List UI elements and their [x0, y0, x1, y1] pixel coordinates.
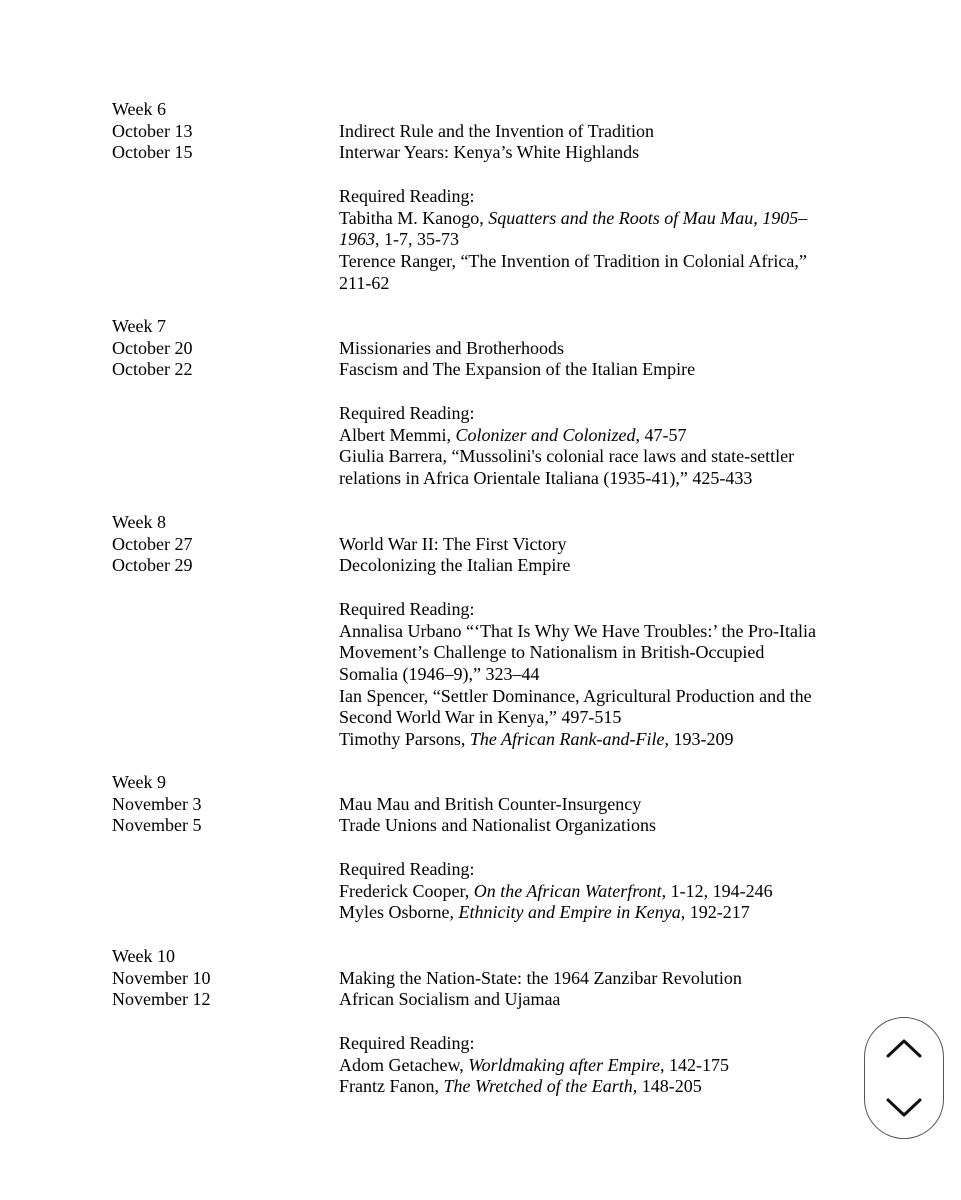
- reading-title: On the African Waterfront: [473, 880, 662, 901]
- session-date: November 5: [112, 815, 202, 836]
- reading-text: Annalisa Urbano “‘That Is Why We Have Troubles:’ the Pro-Italia: [339, 620, 816, 641]
- session-date: October 29: [112, 555, 193, 576]
- reading-text: Frederick Cooper,: [339, 880, 474, 901]
- session-date: October 15: [112, 142, 193, 163]
- required-reading-label: Required Reading:: [339, 185, 475, 206]
- reading-text: Myles Osborne,: [339, 902, 459, 923]
- reading-line: [339, 706, 621, 728]
- reading-text: , 142-175: [659, 1054, 729, 1075]
- session-topic: Trade Unions and Nationalist Organizations: [339, 815, 656, 836]
- reading-title: The Wretched of the Earth: [443, 1076, 633, 1097]
- scroll-down-button[interactable]: [865, 1078, 943, 1138]
- chevron-up-icon: [884, 1036, 924, 1060]
- session-date: October 22: [112, 359, 193, 380]
- session-topic: Missionaries and Brotherhoods: [339, 337, 564, 358]
- week-label: Week 7: [112, 316, 167, 336]
- reading-line: [339, 728, 734, 750]
- reading-text: Frantz Fanon,: [339, 1076, 444, 1097]
- reading-text: relations in Africa Orientale Italiana (1935-41),” 425-433: [339, 467, 753, 488]
- session-date: November 3: [112, 793, 202, 814]
- reading-text: , 192-217: [680, 902, 750, 923]
- reading-text: Giulia Barrera, “Mussolini's colonial race laws and state-settler: [339, 446, 795, 467]
- reading-title: Squatters and the Roots of Mau Mau, 1905–: [488, 207, 808, 228]
- session-date: October 27: [112, 533, 193, 554]
- reading-text: , 47-57: [635, 424, 687, 445]
- reading-line: [339, 228, 459, 250]
- reading-text: Movement’s Challenge to Nationalism in British-Occupied: [339, 642, 765, 663]
- reading-text: Timothy Parsons,: [339, 729, 470, 749]
- reading-line: [339, 424, 687, 446]
- reading-text: , 148-205: [632, 1076, 702, 1097]
- week-label: Week 6: [112, 99, 167, 119]
- reading-line: [339, 663, 539, 685]
- reading-text: Terence Ranger, “The Invention of Tradition in Colonial Africa,”: [339, 250, 807, 271]
- reading-text: , 193-209: [664, 729, 734, 749]
- reading-line: [339, 685, 812, 707]
- reading-line: [339, 1075, 702, 1097]
- reading-line: [339, 901, 750, 923]
- reading-text: 211-62: [339, 272, 390, 293]
- reading-text: Tabitha M. Kanogo,: [339, 207, 489, 228]
- reading-text: Second World War in Kenya,” 497-515: [339, 707, 622, 728]
- session-topic: Making the Nation-State: the 1964 Zanzibar Revolution: [339, 967, 742, 988]
- reading-text: Somalia (1946–9),” 323–44: [339, 663, 540, 684]
- required-reading-label: Required Reading:: [339, 402, 475, 423]
- week-label: Week 8: [112, 512, 167, 532]
- chevron-down-icon: [884, 1096, 924, 1120]
- scroll-widget: [864, 1017, 944, 1139]
- week-label: Week 10: [112, 946, 176, 966]
- reading-line: [339, 207, 807, 229]
- session-topic: Decolonizing the Italian Empire: [339, 555, 571, 576]
- session-date: November 12: [112, 989, 211, 1010]
- reading-title: 1963: [339, 229, 375, 250]
- session-date: October 13: [112, 120, 193, 141]
- reading-line: [339, 272, 389, 294]
- session-topic: Mau Mau and British Counter-Insurgency: [339, 793, 642, 814]
- session-topic: African Socialism and Ujamaa: [339, 989, 561, 1010]
- reading-line: [339, 641, 764, 663]
- session-topic: Indirect Rule and the Invention of Tradition: [339, 120, 654, 141]
- session-date: November 10: [112, 967, 211, 988]
- reading-text: , 1-7, 35-73: [375, 229, 459, 250]
- session-date: October 20: [112, 337, 193, 358]
- reading-line: [339, 467, 752, 489]
- reading-title: Ethnicity and Empire in Kenya: [458, 902, 681, 923]
- scroll-up-button[interactable]: [865, 1018, 943, 1078]
- required-reading-label: Required Reading:: [339, 598, 475, 619]
- reading-line: [339, 620, 816, 642]
- required-reading-label: Required Reading:: [339, 1032, 475, 1053]
- reading-line: [339, 1054, 729, 1076]
- reading-text: , 1-12, 194-246: [661, 880, 773, 901]
- reading-text: Adom Getachew,: [339, 1054, 469, 1075]
- week-label: Week 9: [112, 772, 167, 792]
- session-topic: Interwar Years: Kenya’s White Highlands: [339, 142, 640, 163]
- session-topic: Fascism and The Expansion of the Italian Empire: [339, 359, 696, 380]
- reading-text: Ian Spencer, “Settler Dominance, Agricultural Production and the: [339, 685, 812, 706]
- session-topic: World War II: The First Victory: [339, 533, 567, 554]
- reading-line: [339, 445, 794, 467]
- reading-title: The African Rank-and-File: [469, 729, 665, 749]
- reading-line: [339, 250, 807, 272]
- reading-line: [339, 880, 773, 902]
- reading-text: Albert Memmi,: [339, 424, 456, 445]
- reading-title: Worldmaking after Empire: [468, 1054, 660, 1075]
- required-reading-label: Required Reading:: [339, 858, 475, 879]
- reading-title: Colonizer and Colonized: [455, 424, 636, 445]
